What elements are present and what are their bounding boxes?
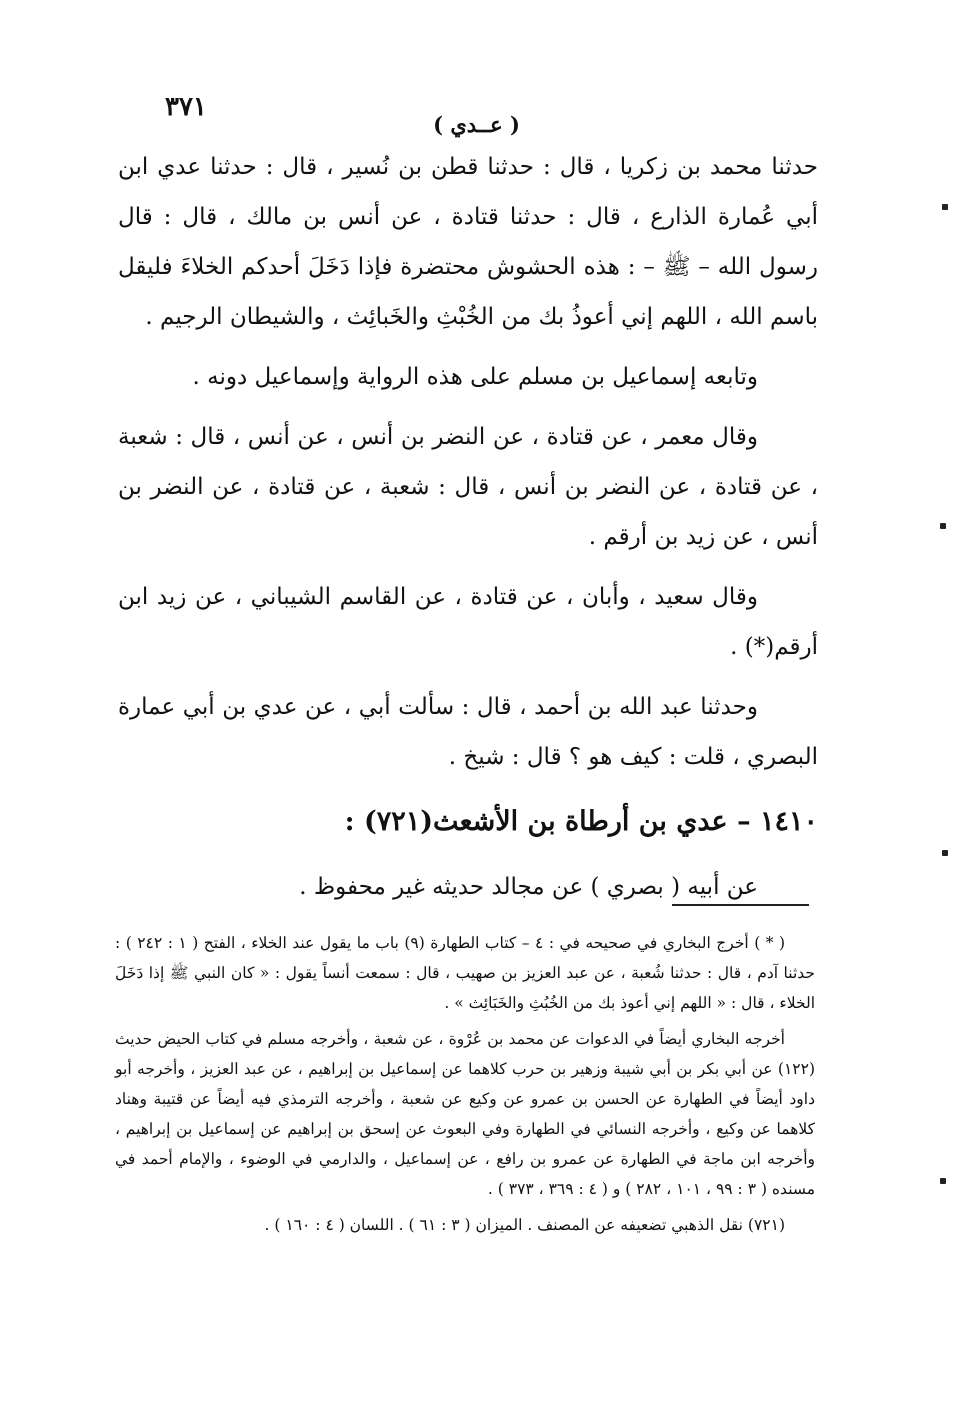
footnote: أخرجه البخاري أيضاً في الدعوات عن محمد بن عُرْوة ، عن شعبة ، وأخرجه مسلم في كتاب الحيض حديث (١٢٢) عن أبي بكر بن أبي شيبة وزهير بن حرب كلاهما عن إسماعيل بن إبراهيم ، عن عبد العزيز ، وأخرجه أبو داود أيضاً في الطهارة عن الحسن بن عمرو عن وكيع عن شعبة ، وأخرجه الترمذي فيه أيضاً عن قتيبة وهناد كلاهما عن وكيع ، وأخرجه النسائي في الطهارة وفي البعوث عن إسحق بن إبراهيم عن إسماعيل بن إبراهيم ، وأخرجه ابن ماجة في الطهارة عن عمرو بن رافع ، عن إسماعيل ، والدارمي في الوضوء ، والإمام أحمد في مسنده ( ٣ : ٩٩ ، ١٠١ ، ٢٨٢ ) و ( ٤ : ٣٦٩ ، ٣٧٣ ) . <box>115 1030 815 1198</box>
paragraph: وقال معمر ، عن قتادة ، عن النضر بن أنس ، عن أنس ، قال : شعبة ، عن قتادة ، عن النضر بن أنس ، قال : شعبة ، عن قتادة ، عن النضر بن أنس ، عن زيد بن أرقم . <box>118 424 818 550</box>
entry-text: عن أبيه ( بصري ) عن مجالد حديثه غير محفوظ . <box>299 874 758 900</box>
footnote-divider <box>672 904 809 906</box>
paragraph: حدثنا محمد بن زكريا ، قال : حدثنا قطن بن نُسير ، قال : حدثنا عدي ابن أبي عُمارة الذارع ، قال : حدثنا قتادة ، عن أنس بن مالك ، قال : قال رسول الله – ﷺ – : هذه الحشوش محتضرة فإذا دَخَلَ أحدكم الخلاءَ فليقل باسم الله ، اللهم إني أعوذُ بك من الخُبْثِ والخَبائِث ، والشيطان الرجيم . <box>118 154 818 330</box>
footnotes <box>115 928 815 1246</box>
paragraph: وحدثنا عبد الله بن أحمد ، قال : سألت أبي ، عن عدي بن أبي عمارة البصري ، قلت : كيف هو ؟ قال : شيخ . <box>118 694 818 770</box>
paragraph: وتابعه إسماعيل بن مسلم على هذه الرواية وإسماعيل دونه . <box>192 364 758 390</box>
running-header: ( عــدي ) <box>433 112 520 137</box>
entry-heading: ١٤١٠ – عدي بن أرطاة بن الأشعث(٧٢١) : <box>344 806 818 837</box>
footnote: ( * ) أخرج البخاري في صحيحه في : ٤ – كتاب الطهارة (٩) باب ما يقول عند الخلاء ، الفتح ( ١ : ٢٤٢ ) : حدثنا آدم ، قال : حدثنا شُعبة ، عن عبد العزيز بن صهيب ، قال : سمعت أنساً يقول : « كان النبي ﷺ إذا دَخَلَ الخلاء ، قال : « اللهم إني أعوذ بك من الخُبُثِ والخَبَائِث » . <box>115 934 815 1012</box>
scan-mark <box>940 523 946 529</box>
scan-mark <box>940 1178 946 1184</box>
page-number: ٣٧١ <box>165 92 207 122</box>
paragraph: وقال سعيد ، وأبان ، عن قتادة ، عن القاسم الشيباني ، عن زيد ابن أرقم(*) . <box>118 584 818 660</box>
footnote: (٧٢١) نقل الذهبي تضعيفه عن المصنف . الميزان ( ٣ : ٦١ ) . اللسان ( ٤ : ١٦٠ ) . <box>264 1216 785 1234</box>
scan-mark <box>942 850 948 856</box>
scan-mark <box>942 204 948 210</box>
main-text <box>118 142 818 922</box>
